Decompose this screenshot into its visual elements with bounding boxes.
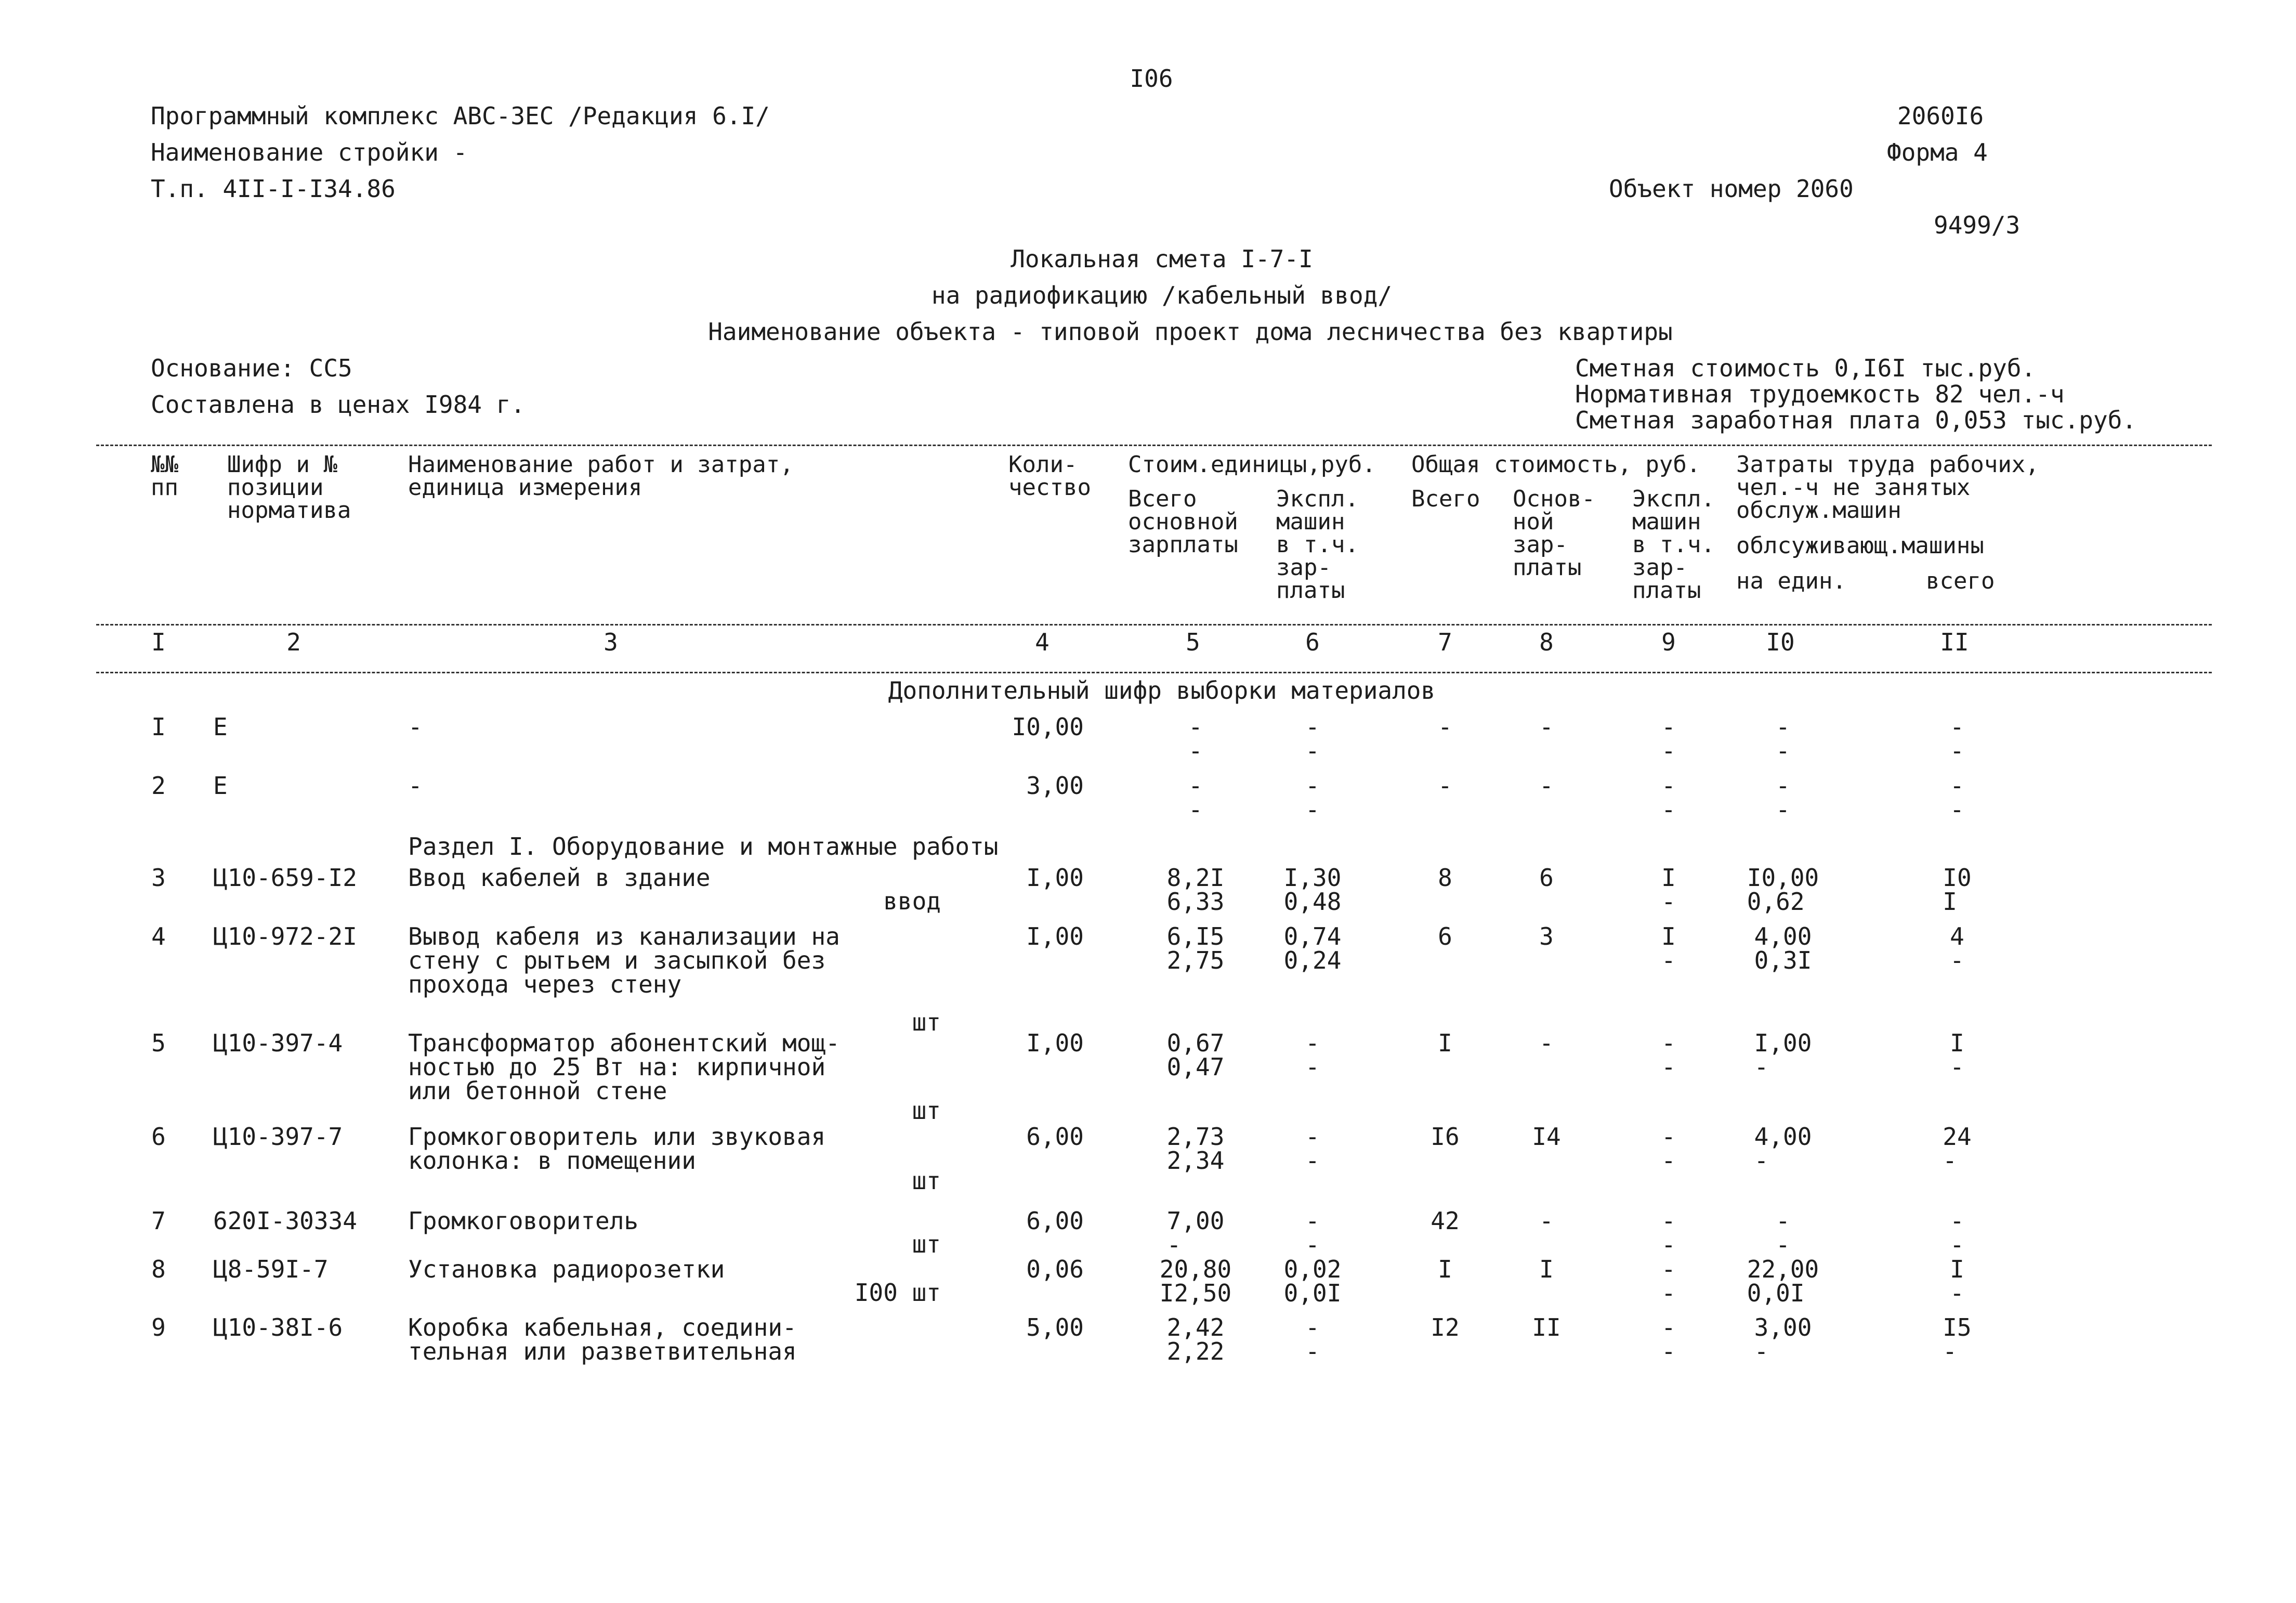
- row-total: I: [1438, 1255, 1452, 1283]
- row-number: 5: [151, 1029, 166, 1057]
- row-labor-total: - -: [1950, 1207, 1964, 1259]
- row-name: Громкоговоритель: [408, 1207, 639, 1235]
- row-name: Громкоговоритель или звуковая колонка: в помещении: [408, 1123, 826, 1175]
- row-number: 6: [151, 1123, 166, 1151]
- col-header-unit-total: Всего основной зарплаты: [1128, 486, 1238, 558]
- row-name: Ввод кабелей в здание: [408, 864, 711, 892]
- row-code: Ц10-397-7: [213, 1123, 343, 1151]
- row-unit-machines: - -: [1305, 772, 1320, 824]
- row-quantity: I,00: [1026, 1029, 1084, 1057]
- row-number: 2: [151, 772, 166, 800]
- row-labor-total: I -: [1950, 1029, 1964, 1081]
- row-unit-machines: - -: [1305, 713, 1320, 765]
- estimate-salary: Сметная заработная плата 0,053 тыс.руб.: [1575, 406, 2137, 434]
- row-unit-total: 6,I5 2,75: [1166, 922, 1225, 974]
- row-base-salary: -: [1539, 772, 1554, 800]
- row-unit: шт: [912, 1097, 941, 1125]
- row-total: I6: [1431, 1123, 1460, 1151]
- row-code: Ц10-659-I2: [213, 864, 357, 892]
- row-unit-total: 2,73 2,34: [1166, 1123, 1225, 1175]
- object-name: Наименование объекта - типовой проект дома лесничества без квартиры: [708, 318, 1673, 346]
- col-number: 5: [1186, 628, 1200, 656]
- row-total: 42: [1431, 1207, 1460, 1235]
- row-total-machines: - -: [1661, 1207, 1676, 1259]
- col-header-labor-sub: облсуживающ.машины: [1736, 532, 1984, 559]
- col-number: 3: [603, 628, 618, 656]
- document-code: 2060I6: [1897, 102, 1984, 130]
- form-label: Форма 4: [1887, 138, 1988, 166]
- row-code: Ц10-38I-6: [213, 1313, 343, 1341]
- row-unit-total: 0,67 0,47: [1166, 1029, 1225, 1081]
- row-base-salary: 6: [1539, 864, 1554, 892]
- header-bottom-rule: [96, 624, 2212, 625]
- col-number: II: [1940, 628, 1969, 656]
- row-unit-total: - -: [1188, 772, 1203, 824]
- row-quantity: 3,00: [1026, 772, 1084, 800]
- row-unit-machines: - -: [1305, 1207, 1320, 1259]
- row-unit-machines: I,30 0,48: [1283, 864, 1342, 916]
- col-number: 4: [1035, 628, 1049, 656]
- estimate-subtitle: на радиофикацию /кабельный ввод/: [931, 281, 1393, 309]
- col-number: 9: [1661, 628, 1676, 656]
- row-base-salary: -: [1539, 1029, 1554, 1057]
- col-header-per-unit: на един.: [1736, 568, 1846, 594]
- row-name: -: [408, 772, 423, 800]
- row-number: 8: [151, 1255, 166, 1283]
- row-unit-machines: 0,02 0,0I: [1283, 1255, 1342, 1307]
- col-number: 6: [1305, 628, 1320, 656]
- row-base-salary: -: [1539, 713, 1554, 741]
- row-unit: I00 шт: [854, 1279, 941, 1307]
- reference-number: 9499/3: [1934, 211, 2021, 239]
- project-code: Т.п. 4II-I-I34.86: [151, 175, 396, 203]
- col-header-total: Всего: [1411, 486, 1480, 512]
- row-number: 7: [151, 1207, 166, 1235]
- section-extra-materials: Дополнительный шифр выборки материалов: [888, 676, 1436, 705]
- row-base-salary: II: [1532, 1313, 1561, 1341]
- col-header-name: Наименование работ и затрат, единица измерения: [408, 451, 794, 501]
- row-labor-unit: 4,00 0,3I: [1754, 922, 1812, 974]
- row-labor-unit: - -: [1776, 713, 1790, 765]
- row-unit: шт: [912, 1008, 941, 1036]
- row-code: Е: [213, 772, 228, 800]
- col-header-base-salary: Основ- ной зар- платы: [1513, 486, 1595, 581]
- estimate-cost: Сметная стоимость 0,I6I тыс.руб.: [1575, 354, 2036, 382]
- row-quantity: I,00: [1026, 922, 1084, 950]
- row-unit-machines: - -: [1305, 1029, 1320, 1081]
- col-number: 8: [1539, 628, 1554, 656]
- row-unit: шт: [912, 1167, 941, 1195]
- row-labor-unit: I,00 -: [1754, 1029, 1812, 1081]
- row-number: 3: [151, 864, 166, 892]
- row-quantity: 5,00: [1026, 1313, 1084, 1341]
- row-unit-machines: - -: [1305, 1313, 1320, 1365]
- col-number: I: [151, 628, 166, 656]
- row-total-machines: - -: [1661, 713, 1676, 765]
- col-header-qty: Коли- чество: [1008, 451, 1091, 501]
- row-code: Ц8-59I-7: [213, 1255, 329, 1283]
- row-quantity: 6,00: [1026, 1207, 1084, 1235]
- row-name: Трансформатор абонентский мощ- ностью до 25 Вт на: кирпичной или бетонной стене: [408, 1029, 840, 1105]
- col-number: 2: [286, 628, 301, 656]
- row-labor-unit: 22,00 0,0I: [1747, 1255, 1819, 1307]
- col-group-unit-cost: Стоим.единицы,руб.: [1128, 451, 1376, 478]
- numbers-bottom-rule: [96, 672, 2212, 673]
- col-header-num: №№ пп: [151, 451, 178, 501]
- col-number: 7: [1438, 628, 1452, 656]
- row-name: Вывод кабеля из канализации на стену с рытьем и засыпкой без прохода через стену: [408, 922, 840, 998]
- row-labor-total: - -: [1950, 772, 1964, 824]
- row-unit-total: - -: [1188, 713, 1203, 765]
- row-number: 4: [151, 922, 166, 950]
- row-total: 8: [1438, 864, 1452, 892]
- row-quantity: I,00: [1026, 864, 1084, 892]
- page-number: I06: [1130, 64, 1173, 93]
- row-total: -: [1438, 772, 1452, 800]
- basis-label: Основание: СС5: [151, 354, 352, 382]
- col-header-total-machines: Экспл. машин в т.ч. зар- платы: [1632, 486, 1715, 604]
- row-base-salary: I: [1539, 1255, 1554, 1283]
- row-code: Е: [213, 713, 228, 741]
- col-header-code: Шифр и № позиции норматива: [227, 451, 351, 524]
- row-labor-unit: I0,00 0,62: [1747, 864, 1819, 916]
- estimate-title: Локальная смета I-7-I: [1011, 245, 1313, 273]
- row-name: Установка радиорозетки: [408, 1255, 725, 1283]
- row-labor-unit: - -: [1776, 772, 1790, 824]
- row-total: 6: [1438, 922, 1452, 950]
- row-labor-total: I -: [1950, 1255, 1964, 1307]
- col-number: I0: [1766, 628, 1795, 656]
- row-labor-total: 4 -: [1950, 922, 1964, 974]
- row-labor-unit: - -: [1776, 1207, 1790, 1259]
- row-quantity: 0,06: [1026, 1255, 1084, 1283]
- row-total-machines: I -: [1661, 922, 1676, 974]
- row-code: Ц10-397-4: [213, 1029, 343, 1057]
- stroika-label: Наименование стройки -: [151, 138, 468, 166]
- row-unit-machines: - -: [1305, 1123, 1320, 1175]
- row-unit-total: 20,80 I2,50: [1159, 1255, 1232, 1307]
- row-number: I: [151, 713, 166, 741]
- row-labor-unit: 3,00 -: [1754, 1313, 1812, 1365]
- row-name: -: [408, 713, 423, 741]
- row-unit: ввод: [883, 887, 941, 915]
- col-header-labor-total: всего: [1926, 568, 1995, 594]
- row-name: Коробка кабельная, соедини- тельная или разветвительная: [408, 1313, 797, 1365]
- header-top-rule: [96, 445, 2212, 446]
- row-base-salary: I4: [1532, 1123, 1561, 1151]
- row-total: I2: [1431, 1313, 1460, 1341]
- row-labor-unit: 4,00 -: [1754, 1123, 1812, 1175]
- row-unit-machines: 0,74 0,24: [1283, 922, 1342, 974]
- row-number: 9: [151, 1313, 166, 1341]
- price-basis: Составлена в ценах I984 г.: [151, 390, 526, 419]
- row-unit-total: 8,2I 6,33: [1166, 864, 1225, 916]
- row-total: -: [1438, 713, 1452, 741]
- row-total: I: [1438, 1029, 1452, 1057]
- row-total-machines: I -: [1661, 864, 1676, 916]
- normative-labor: Нормативная трудоемкость 82 чел.-ч: [1575, 380, 2065, 408]
- row-labor-total: I0 I: [1943, 864, 1972, 916]
- row-base-salary: 3: [1539, 922, 1554, 950]
- col-group-total-cost: Общая стоимость, руб.: [1411, 451, 1701, 478]
- row-unit-total: 2,42 2,22: [1166, 1313, 1225, 1365]
- row-total-machines: - -: [1661, 1029, 1676, 1081]
- section-heading: Раздел I. Оборудование и монтажные работы: [408, 832, 999, 861]
- row-unit-total: 7,00 -: [1166, 1207, 1225, 1259]
- row-total-machines: - -: [1661, 1313, 1676, 1365]
- row-labor-total: 24 -: [1943, 1123, 1972, 1175]
- row-quantity: 6,00: [1026, 1123, 1084, 1151]
- row-unit: шт: [912, 1230, 941, 1258]
- program-title: Программный комплекс АВС-3ЕС /Редакция 6.I/: [151, 102, 770, 130]
- row-code: 620I-30334: [213, 1207, 357, 1235]
- col-group-labor: Затраты труда рабочих, чел.-ч не занятых обслуж.машин: [1736, 451, 2039, 524]
- row-total-machines: - -: [1661, 772, 1676, 824]
- object-number: Объект номер 2060: [1609, 175, 1854, 203]
- col-header-unit-machines: Экспл. машин в т.ч. зар- платы: [1276, 486, 1359, 604]
- row-base-salary: -: [1539, 1207, 1554, 1235]
- row-total-machines: - -: [1661, 1255, 1676, 1307]
- row-labor-total: I5 -: [1943, 1313, 1972, 1365]
- row-quantity: I0,00: [1012, 713, 1084, 741]
- row-labor-total: - -: [1950, 713, 1964, 765]
- row-total-machines: - -: [1661, 1123, 1676, 1175]
- row-code: Ц10-972-2I: [213, 922, 357, 950]
